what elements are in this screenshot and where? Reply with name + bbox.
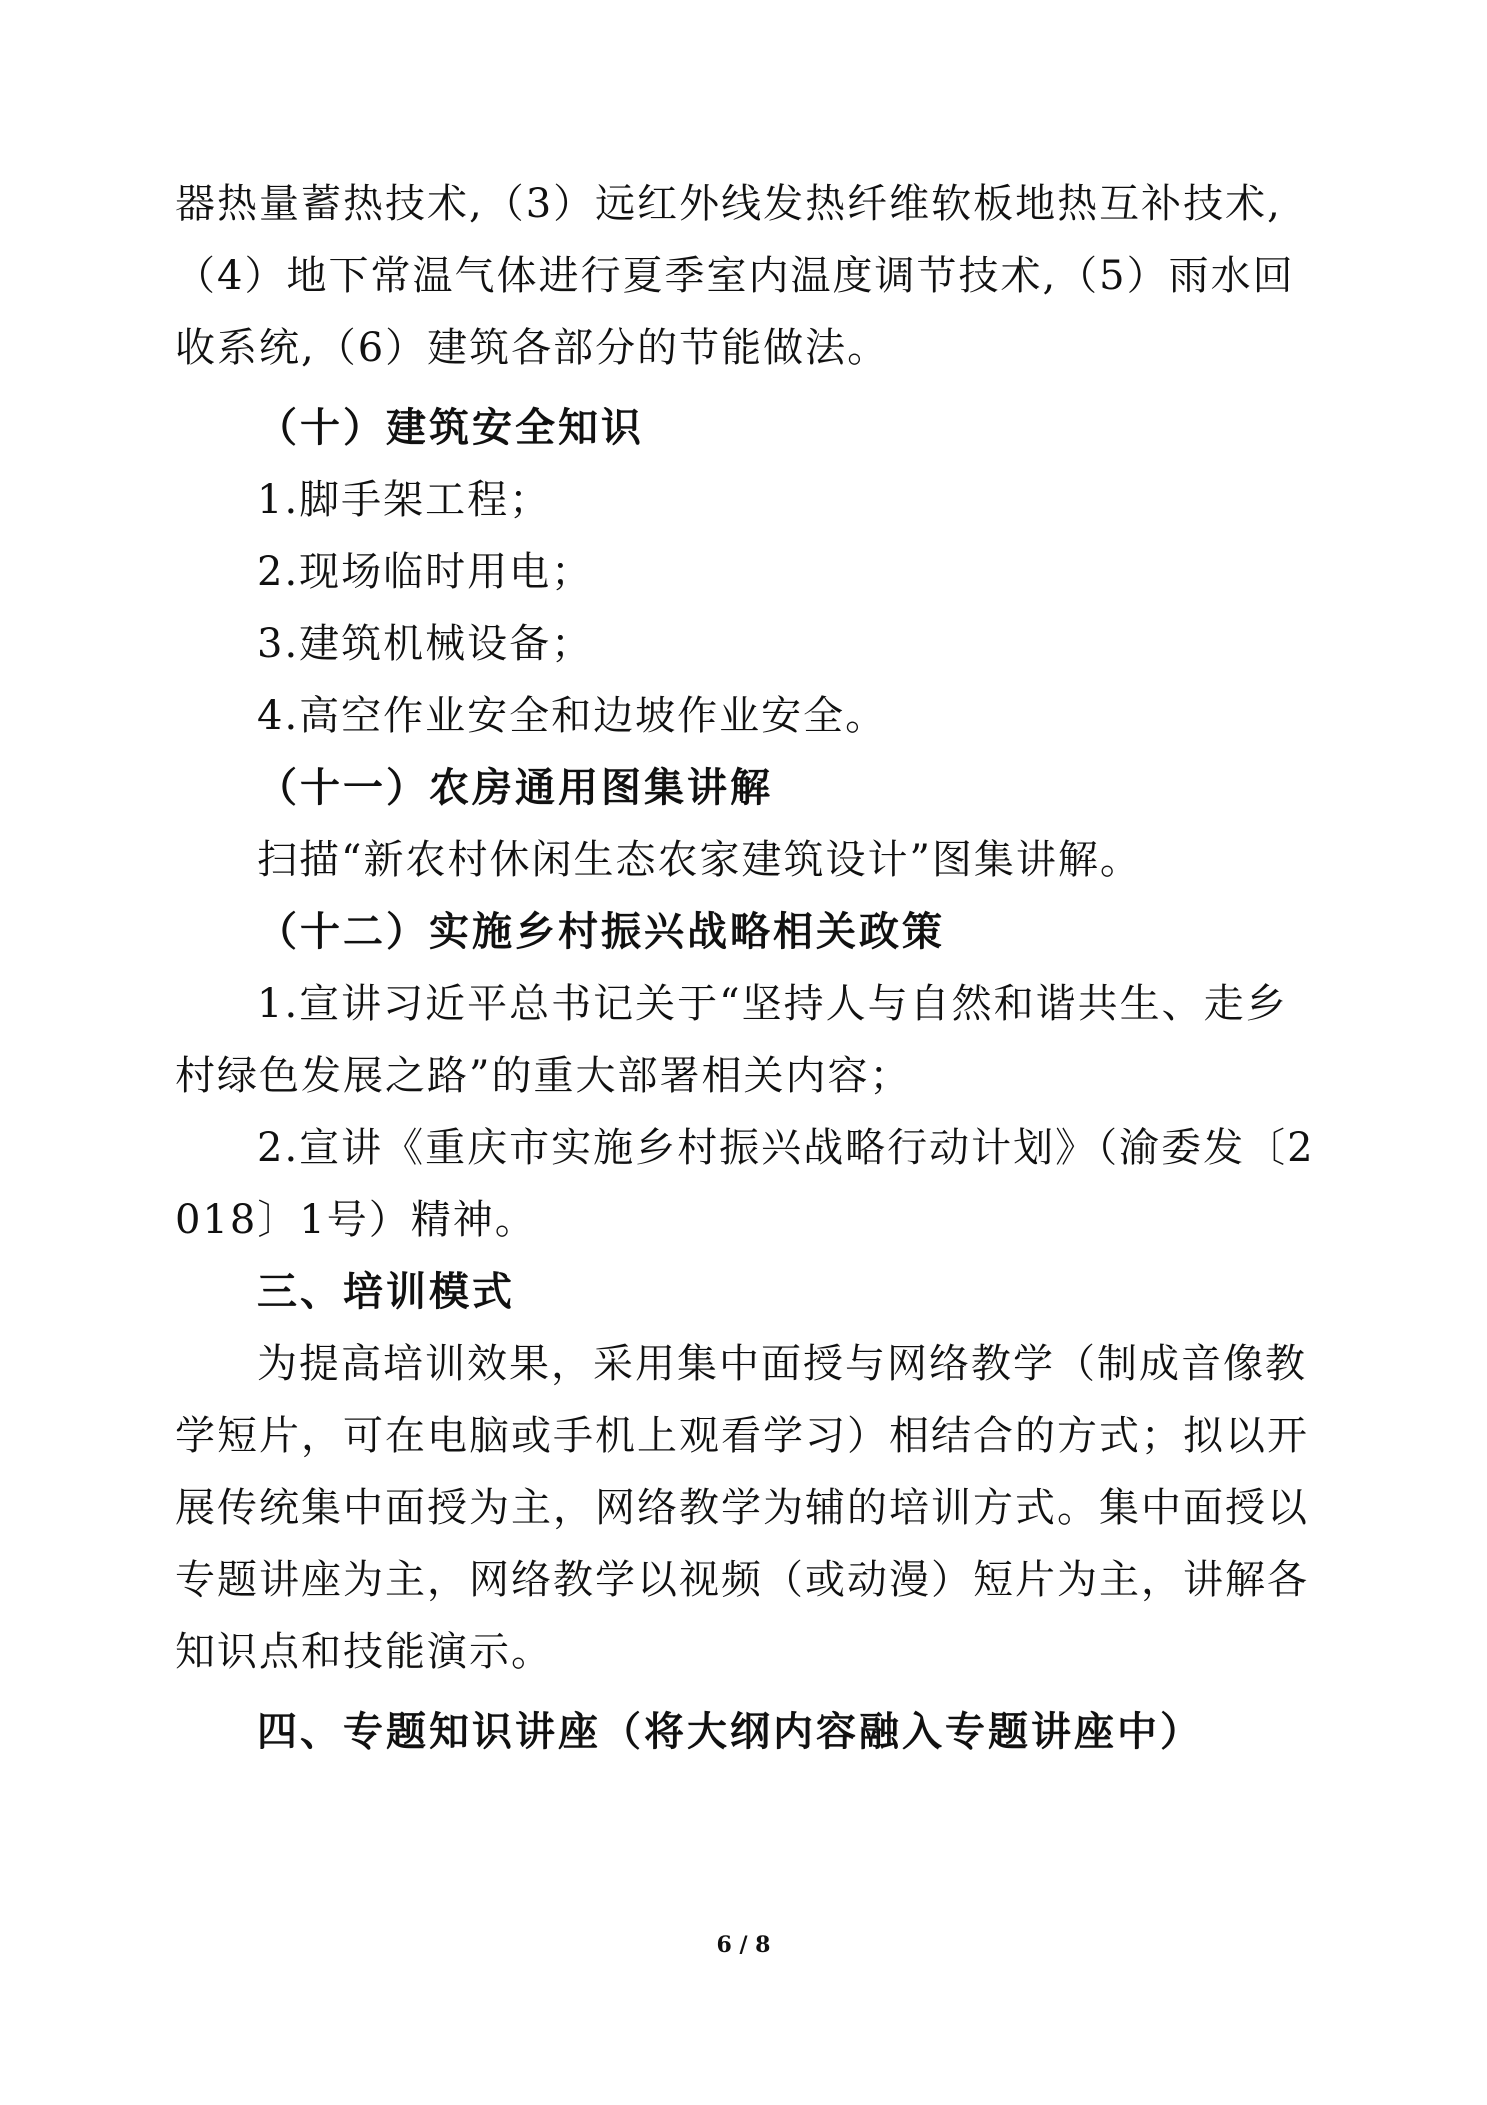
list-item: 2.现场临时用电； [257, 549, 594, 595]
section-heading-11: （十一）农房通用图集讲解 [257, 764, 773, 811]
section-heading-4: 四、专题知识讲座（将大纲内容融入专题讲座中） [257, 1708, 1203, 1755]
paragraph-11: 扫描“新农村休闲生态农家建筑设计”图集讲解。 [257, 837, 1142, 883]
list-item: 1.脚手架工程； [257, 477, 552, 523]
continued-paragraph: 器热量蓄热技术,（3）远红外线发热纤维软板地热互补技术,（4）地下常温气体进行夏季室内温度调节技术,（5）雨水回收系统,（6）建筑各部分的节能做法。 [175, 181, 1295, 371]
paragraph-3: 为提高培训效果，采用集中面授与网络教学（制成音像教学短片，可在电脑或手机上观看学习）相结合的方式；拟以开展传统集中面授为主，网络教学为辅的培训方式。集中面授以专题讲座为主，网络教学以视频（或动漫）短片为主，讲解各知识点和技能演示。 [175, 1341, 1309, 1675]
document-body [175, 168, 1315, 1768]
list-item: 2.宣讲《重庆市实施乡村振兴战略行动计划》（渝委发〔2018〕1号）精神。 [175, 1125, 1315, 1243]
page-number: 6 / 8 [716, 1932, 771, 1958]
section-heading-10: （十）建筑安全知识 [257, 404, 644, 451]
list-item: 4.高空作业安全和边坡作业安全。 [257, 693, 888, 739]
section-heading-3: 三、培训模式 [257, 1268, 515, 1315]
section-heading-12: （十二）实施乡村振兴战略相关政策 [257, 908, 945, 955]
list-item: 1.宣讲习近平总书记关于“坚持人与自然和谐共生、走乡村绿色发展之路”的重大部署相关内容； [175, 981, 1288, 1099]
list-item: 3.建筑机械设备； [257, 621, 594, 667]
